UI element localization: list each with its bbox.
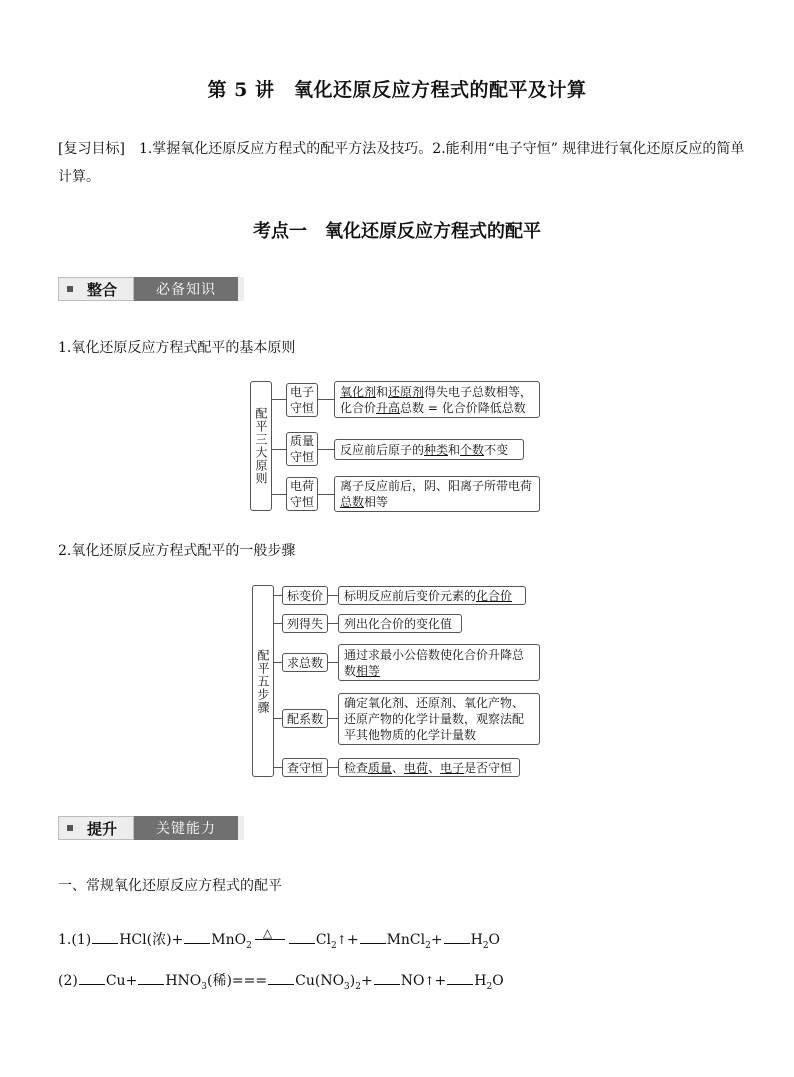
text-run: 离子反应前后，阴、阳离子所带电荷 [340,479,533,493]
text-run: 相等 [364,495,389,509]
review-text: 1.掌握氧化还原反应方程式的配平方法及技巧。2.能利用“电子守恒” 规律进行氧化还原反应的简单计算。 [58,141,745,185]
page-title: 第 5 讲 氧化还原反应方程式的配平及计算 [207,79,587,101]
blank[interactable] [289,931,315,944]
step-coeff-desc [338,693,540,745]
blank[interactable] [360,931,386,944]
text-run: 和 [448,442,461,457]
text-run: 反应前后原子的 [340,442,425,457]
blank[interactable] [79,972,105,985]
principle-charge: 电荷守恒 [286,477,318,511]
heat-condition [255,926,285,944]
step-total-desc [338,644,540,681]
text-run: 不变 [484,442,509,457]
step-list-desc [338,614,462,633]
step-total: 求总数 [282,653,328,672]
step-list: 列得失 [282,614,328,633]
text-run: 、 [392,760,405,775]
underlined-term: 种类 [424,442,449,457]
step-check-desc [338,758,520,777]
equation-1: 1.(1) HCl(浓)+ MnO$_2$ △ $Cl_2↑+$ MnCl$_2$+ $H_2O$ [58,926,501,951]
underlined-term: 质量 [368,760,393,775]
heading-steps: 2.氧化还原反应方程式配平的一般步骤 [58,543,296,559]
principle-mass: 质量守恒 [286,432,318,466]
underlined-term: 总数 [340,495,365,509]
underlined-term: 化合价 [476,588,513,603]
principle-charge-desc [334,476,540,512]
gas-arrow-icon: ↑ [336,933,347,947]
text-run: 总数 = 化合价降低总数 [400,400,526,415]
underlined-term: 相等 [356,663,381,678]
review-objectives [58,135,748,191]
underlined-term: 氧化剂 [340,384,377,399]
text-run: 和 [376,384,389,399]
banner-right: 关键能力 [134,816,238,840]
principle-electron-desc [334,381,540,418]
blank[interactable] [374,972,400,985]
banner-left-label: 整合 [87,280,118,299]
underlined-term: 个数 [460,442,485,457]
square-icon [67,286,73,292]
banner-left-label: 提升 [87,819,118,838]
text-run: 列出化合价的变化值 [344,616,453,631]
blank[interactable] [184,931,210,944]
text-run: 标明反应前后变价元素的 [344,588,477,603]
banner-left [58,816,134,840]
section-title: 考点一 氧化还原反应方程式的配平 [253,221,541,242]
underlined-term: 还原剂 [388,384,425,399]
equals-sign: === [231,973,268,989]
text-run: 确定氧化剂、还原剂、氧化产物、还原产物的化学计量数，观察法配平其他物质的化学计量数 [344,696,525,742]
square-icon [67,825,73,831]
blank[interactable] [447,972,473,985]
banner-right: 必备知识 [134,277,238,301]
banner-integration [58,277,244,301]
gas-arrow-icon: ↑ [424,974,435,988]
text-run: 、 [428,760,441,775]
text-run: 检查 [344,760,369,775]
text-run: 得失电子总数相等，化合价 [340,384,533,415]
heading-principles: 1.氧化还原反应方程式配平的基本原则 [58,340,296,356]
step-mark-desc [338,586,526,605]
principles-root: 配平三大原则 [250,381,272,511]
heat-icon: △ [262,926,273,940]
step-coeff: 配系数 [282,709,328,728]
steps-root: 配平五步骤 [252,585,274,777]
text-run: 通过求最小公倍数使化合价升降总数 [344,647,525,678]
banner-left [58,277,134,301]
principle-electron: 电子守恒 [286,383,318,417]
equation-2: (2) $Cu+ HNO_3$(稀)=== $Cu(NO_3)_2+$ NO↑+ $H_2O$ [58,973,504,992]
heading-regular: 一、常规氧化还原反应方程式的配平 [58,878,282,894]
blank[interactable] [138,972,164,985]
blank[interactable] [92,931,118,944]
step-check: 查守恒 [282,758,328,777]
underlined-term: 升高 [376,400,401,415]
underlined-term: 电荷 [404,760,429,775]
blank[interactable] [444,931,470,944]
text-run: 是否守恒 [464,760,513,775]
blank[interactable] [268,972,294,985]
step-mark: 标变价 [282,586,328,605]
banner-improve [58,816,244,840]
underlined-term: 电子 [440,760,465,775]
principle-mass-desc [334,439,524,460]
review-label: [复习目标] [58,141,125,157]
